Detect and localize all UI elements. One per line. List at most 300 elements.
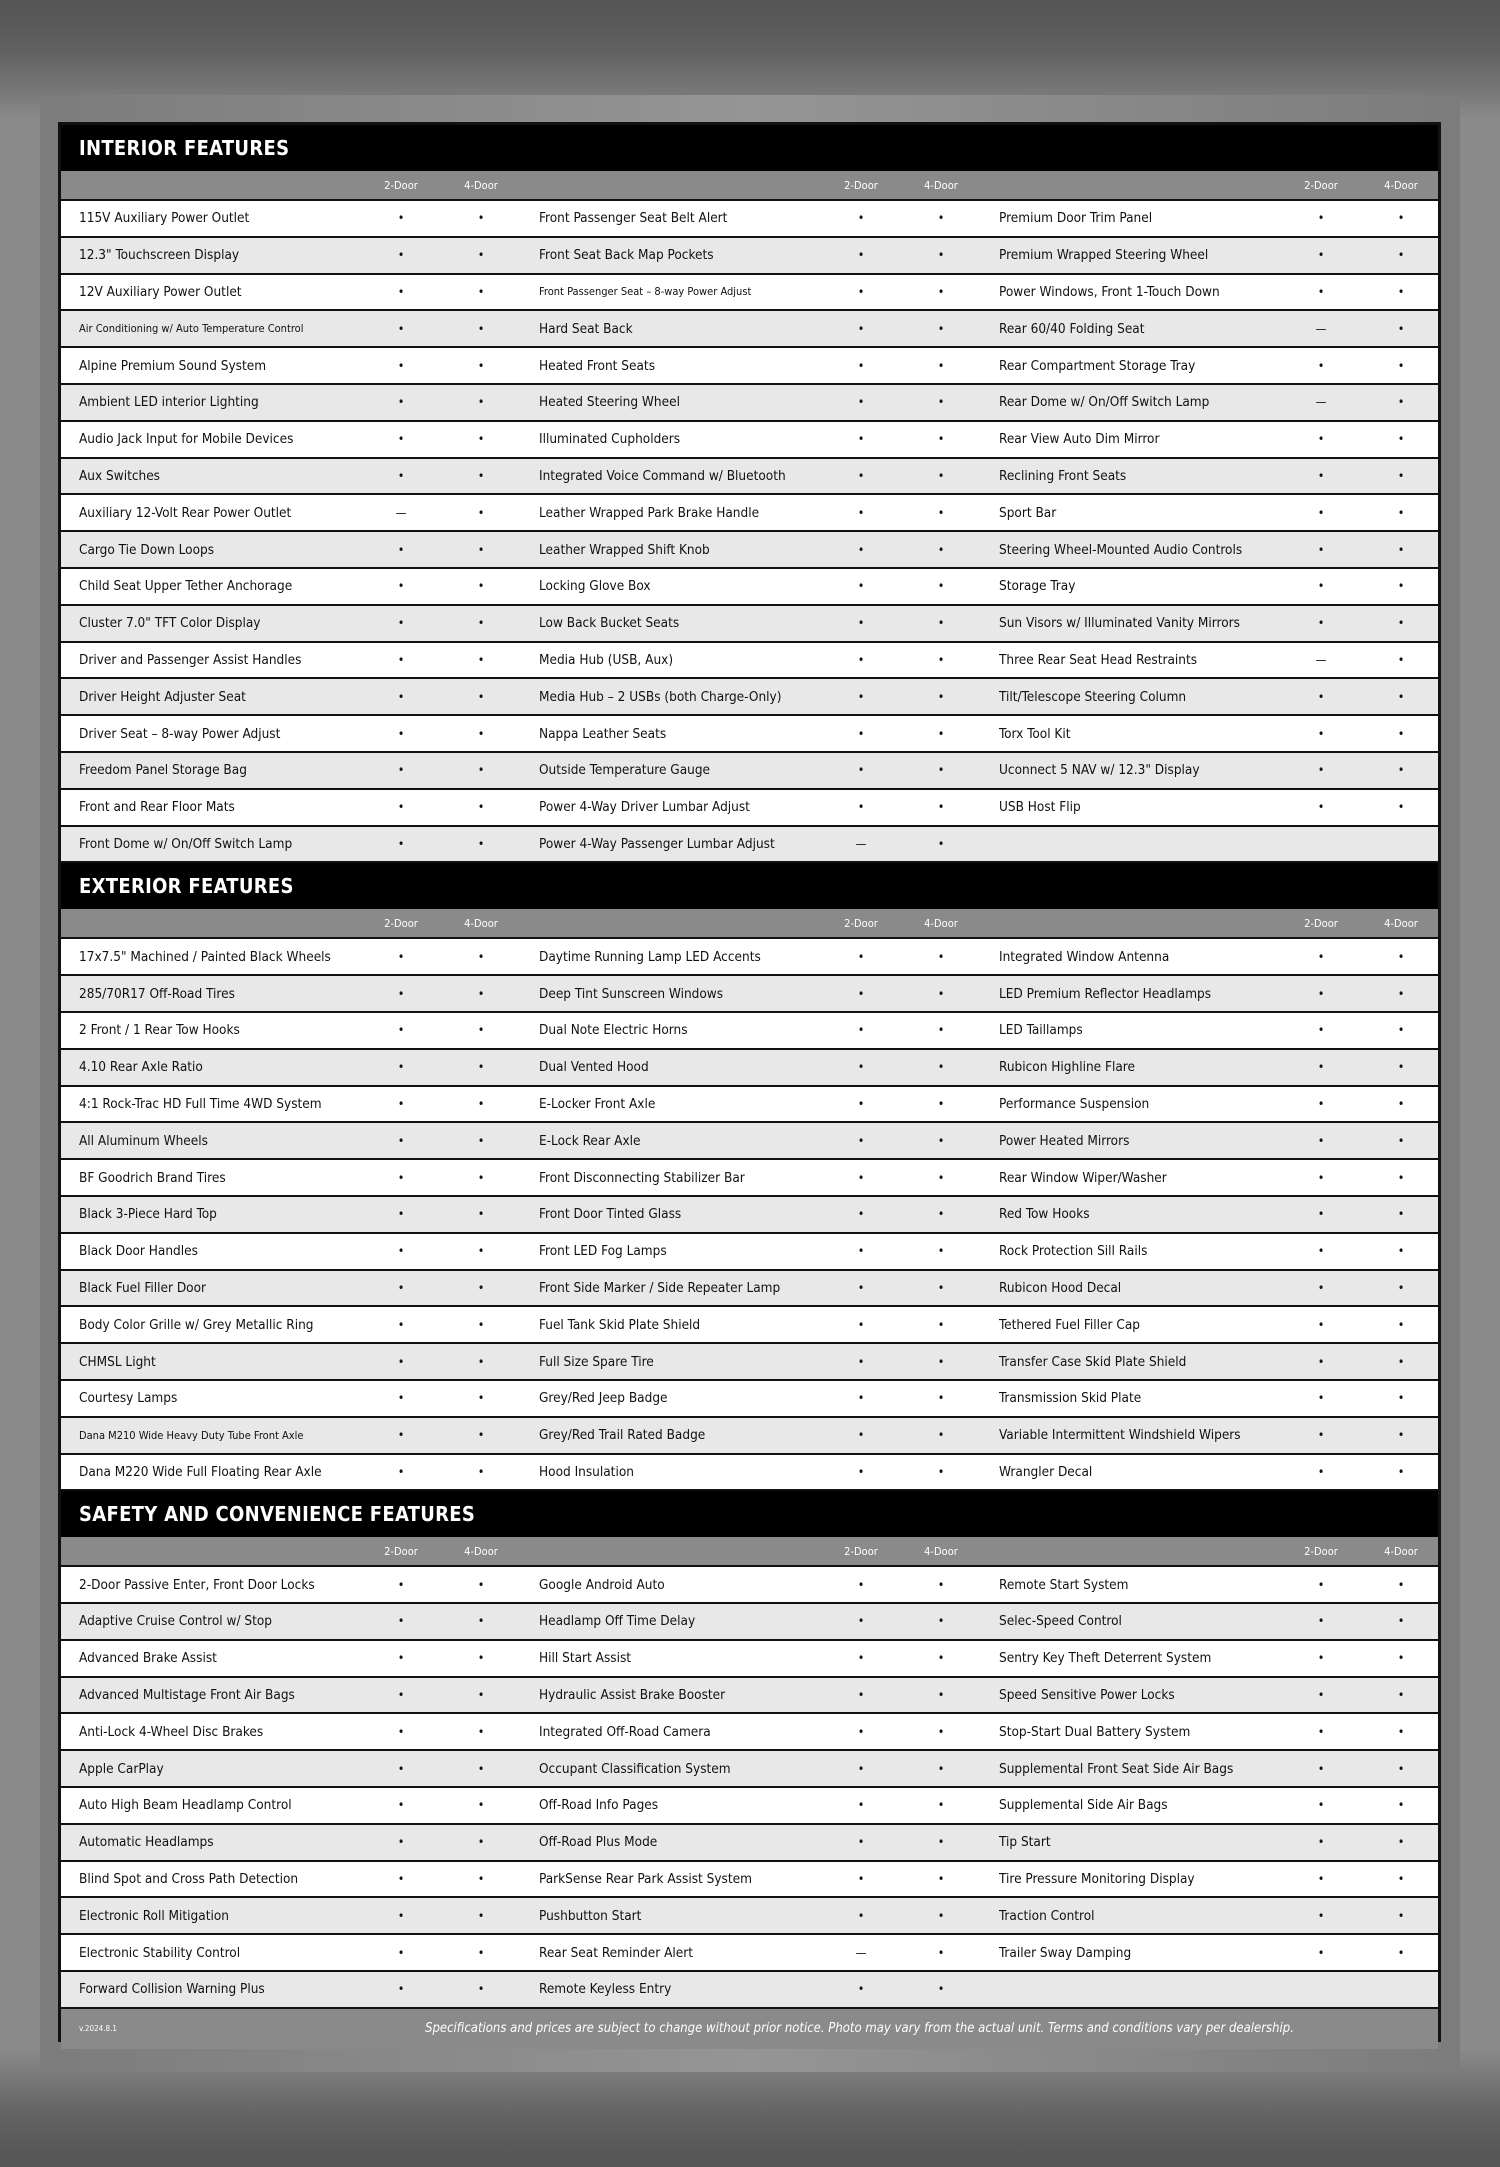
- table-row: [61, 311, 1438, 348]
- table-row: [61, 459, 1438, 496]
- feature-name: Front Door Tinted Glass: [539, 1206, 682, 1223]
- availability-2-door: •: [397, 1577, 405, 1592]
- availability-2-door: •: [1317, 284, 1325, 299]
- feature-name: Illuminated Cupholders: [539, 431, 681, 448]
- feature-name: Audio Jack Input for Mobile Devices: [79, 431, 294, 448]
- availability-4-door: •: [1397, 1945, 1405, 1960]
- availability-4-door: •: [937, 321, 945, 336]
- availability-2-door: •: [857, 1908, 865, 1923]
- availability-2-door: —: [1315, 652, 1327, 667]
- availability-4-door: •: [937, 652, 945, 667]
- availability-4-door: •: [1397, 1317, 1405, 1332]
- availability-2-door: •: [857, 1244, 865, 1259]
- availability-2-door: •: [1317, 1428, 1325, 1443]
- table-row: [61, 1050, 1438, 1087]
- column-header-2-door: 2-Door: [1304, 1544, 1338, 1558]
- feature-name: Power 4-Way Passenger Lumbar Adjust: [539, 835, 775, 852]
- availability-2-door: •: [1317, 1207, 1325, 1222]
- table-row: [61, 1123, 1438, 1160]
- availability-2-door: •: [857, 763, 865, 778]
- feature-name: Front Side Marker / Side Repeater Lamp: [539, 1279, 781, 1296]
- availability-2-door: •: [1317, 986, 1325, 1001]
- availability-4-door: •: [937, 1464, 945, 1479]
- availability-2-door: •: [857, 1651, 865, 1666]
- feature-name: Media Hub – 2 USBs (both Charge-Only): [539, 688, 782, 705]
- feature-name: Steering Wheel-Mounted Audio Controls: [999, 541, 1243, 558]
- feature-name: Tip Start: [999, 1834, 1051, 1851]
- table-row: [61, 1013, 1438, 1050]
- availability-2-door: •: [857, 468, 865, 483]
- availability-2-door: •: [1317, 1023, 1325, 1038]
- table-row: [61, 827, 1438, 864]
- availability-2-door: •: [857, 652, 865, 667]
- feature-name: LED Taillamps: [999, 1022, 1083, 1039]
- feature-name: Advanced Multistage Front Air Bags: [79, 1687, 295, 1704]
- feature-name: Blind Spot and Cross Path Detection: [79, 1871, 299, 1888]
- feature-name: Off-Road Plus Mode: [539, 1834, 658, 1851]
- availability-4-door: •: [1397, 1428, 1405, 1443]
- availability-2-door: •: [857, 505, 865, 520]
- feature-name: Power Windows, Front 1-Touch Down: [999, 283, 1220, 300]
- availability-4-door: •: [937, 800, 945, 815]
- availability-4-door: •: [477, 1982, 485, 1997]
- availability-2-door: •: [1317, 432, 1325, 447]
- feature-rows: [61, 201, 1438, 863]
- availability-2-door: •: [1317, 1872, 1325, 1887]
- availability-2-door: •: [397, 949, 405, 964]
- feature-name: Red Tow Hooks: [999, 1206, 1090, 1223]
- availability-2-door: •: [857, 1060, 865, 1075]
- availability-4-door: •: [477, 542, 485, 557]
- availability-4-door: •: [477, 1614, 485, 1629]
- availability-4-door: •: [477, 1023, 485, 1038]
- feature-name: Anti-Lock 4-Wheel Disc Brakes: [79, 1723, 264, 1740]
- availability-2-door: •: [857, 211, 865, 226]
- table-row: [61, 1087, 1438, 1124]
- availability-2-door: •: [397, 395, 405, 410]
- feature-name: Trailer Sway Damping: [999, 1944, 1132, 1961]
- feature-name: Rear Window Wiper/Washer: [999, 1169, 1167, 1186]
- availability-4-door: •: [477, 689, 485, 704]
- feature-name: Premium Wrapped Steering Wheel: [999, 247, 1209, 264]
- availability-2-door: •: [397, 1982, 405, 1997]
- table-row: [61, 275, 1438, 312]
- feature-name: Heated Front Seats: [539, 357, 656, 374]
- availability-4-door: •: [937, 1391, 945, 1406]
- table-row: [61, 1604, 1438, 1641]
- availability-2-door: •: [397, 616, 405, 631]
- feature-name: Google Android Auto: [539, 1576, 665, 1593]
- column-header-4-door: 4-Door: [1384, 916, 1418, 930]
- availability-2-door: •: [857, 1133, 865, 1148]
- availability-2-door: •: [1317, 468, 1325, 483]
- availability-2-door: •: [857, 321, 865, 336]
- table-row: [61, 1898, 1438, 1935]
- availability-2-door: •: [857, 1428, 865, 1443]
- availability-2-door: •: [1317, 1317, 1325, 1332]
- availability-4-door: •: [477, 1464, 485, 1479]
- availability-4-door: •: [477, 1317, 485, 1332]
- feature-name: Air Conditioning w/ Auto Temperature Control: [79, 322, 304, 336]
- feature-name: Reclining Front Seats: [999, 467, 1127, 484]
- availability-2-door: •: [1317, 1280, 1325, 1295]
- column-header-2-door: 2-Door: [1304, 178, 1338, 192]
- availability-4-door: •: [477, 616, 485, 631]
- availability-4-door: •: [1397, 395, 1405, 410]
- availability-4-door: •: [1397, 1280, 1405, 1295]
- feature-name: Body Color Grille w/ Grey Metallic Ring: [79, 1316, 314, 1333]
- availability-2-door: •: [397, 211, 405, 226]
- feature-name: Full Size Spare Tire: [539, 1353, 654, 1370]
- table-row: [61, 679, 1438, 716]
- availability-2-door: •: [857, 1391, 865, 1406]
- availability-4-door: •: [1397, 800, 1405, 815]
- feature-name: Electronic Stability Control: [79, 1944, 241, 1961]
- availability-4-door: •: [937, 1872, 945, 1887]
- availability-4-door: •: [937, 1170, 945, 1185]
- availability-2-door: •: [397, 1464, 405, 1479]
- availability-2-door: •: [397, 1945, 405, 1960]
- availability-2-door: •: [1317, 1133, 1325, 1148]
- feature-name: Auxiliary 12-Volt Rear Power Outlet: [79, 504, 292, 521]
- feature-name: Rubicon Highline Flare: [999, 1059, 1135, 1076]
- feature-name: Performance Suspension: [999, 1095, 1150, 1112]
- table-row: [61, 716, 1438, 753]
- feature-name: Aux Switches: [79, 467, 161, 484]
- availability-4-door: •: [1397, 1908, 1405, 1923]
- availability-4-door: •: [477, 1577, 485, 1592]
- feature-name: Transfer Case Skid Plate Shield: [999, 1353, 1187, 1370]
- feature-name: Grey/Red Trail Rated Badge: [539, 1427, 706, 1444]
- column-header-2-door: 2-Door: [384, 1544, 418, 1558]
- feature-name: Driver Height Adjuster Seat: [79, 688, 246, 705]
- availability-4-door: •: [477, 1060, 485, 1075]
- availability-2-door: •: [1317, 1244, 1325, 1259]
- availability-4-door: •: [1397, 1096, 1405, 1111]
- column-header-2-door: 2-Door: [844, 178, 878, 192]
- availability-2-door: •: [1317, 1096, 1325, 1111]
- feature-name: Sport Bar: [999, 504, 1057, 521]
- availability-4-door: •: [1397, 542, 1405, 557]
- availability-2-door: •: [857, 1724, 865, 1739]
- availability-4-door: •: [937, 1244, 945, 1259]
- version-label: v.2024.8.1: [79, 2024, 117, 2034]
- feature-name: Black Door Handles: [79, 1243, 198, 1260]
- feature-name: Selec-Speed Control: [999, 1613, 1122, 1630]
- feature-name: Black Fuel Filler Door: [79, 1279, 207, 1296]
- availability-2-door: —: [855, 1945, 867, 1960]
- column-header-4-door: 4-Door: [464, 916, 498, 930]
- availability-2-door: •: [857, 1464, 865, 1479]
- availability-4-door: •: [937, 1133, 945, 1148]
- availability-4-door: •: [477, 726, 485, 741]
- feature-rows: [61, 939, 1438, 1491]
- availability-4-door: •: [1397, 248, 1405, 263]
- availability-4-door: •: [1397, 763, 1405, 778]
- feature-name: Front Passenger Seat – 8-way Power Adjust: [539, 285, 752, 299]
- column-header-4-door: 4-Door: [1384, 178, 1418, 192]
- availability-4-door: •: [937, 1798, 945, 1813]
- table-row: [61, 939, 1438, 976]
- feature-name: Rear Compartment Storage Tray: [999, 357, 1196, 374]
- column-header-2-door: 2-Door: [384, 916, 418, 930]
- availability-2-door: •: [1317, 726, 1325, 741]
- availability-2-door: •: [397, 1133, 405, 1148]
- availability-2-door: •: [857, 1207, 865, 1222]
- feature-name: Hill Start Assist: [539, 1650, 632, 1667]
- availability-4-door: •: [477, 505, 485, 520]
- availability-2-door: •: [397, 763, 405, 778]
- table-row: [61, 1567, 1438, 1604]
- availability-2-door: •: [1317, 763, 1325, 778]
- availability-4-door: •: [937, 689, 945, 704]
- feature-name: Rock Protection Sill Rails: [999, 1243, 1148, 1260]
- availability-4-door: •: [1397, 579, 1405, 594]
- availability-2-door: •: [857, 1317, 865, 1332]
- availability-4-door: •: [937, 1982, 945, 1997]
- availability-4-door: •: [937, 1908, 945, 1923]
- availability-2-door: •: [1317, 579, 1325, 594]
- availability-4-door: •: [1397, 1688, 1405, 1703]
- feature-name: Auto High Beam Headlamp Control: [79, 1797, 292, 1814]
- section-title-interior-features: INTERIOR FEATURES: [61, 125, 1438, 171]
- feature-name: ParkSense Rear Park Assist System: [539, 1871, 752, 1888]
- availability-2-door: •: [397, 1317, 405, 1332]
- feature-name: Advanced Brake Assist: [79, 1650, 217, 1667]
- column-header-4-door: 4-Door: [464, 178, 498, 192]
- feature-name: LED Premium Reflector Headlamps: [999, 985, 1212, 1002]
- feature-name: 2 Front / 1 Rear Tow Hooks: [79, 1022, 240, 1039]
- availability-4-door: •: [1397, 1207, 1405, 1222]
- feature-name: Outside Temperature Gauge: [539, 762, 711, 779]
- feature-name: Cluster 7.0" TFT Color Display: [79, 615, 261, 632]
- availability-4-door: •: [477, 1207, 485, 1222]
- feature-name: Hydraulic Assist Brake Booster: [539, 1687, 726, 1704]
- feature-rows: [61, 1567, 1438, 2009]
- availability-4-door: •: [477, 652, 485, 667]
- availability-4-door: •: [477, 1280, 485, 1295]
- feature-name: E-Lock Rear Axle: [539, 1132, 641, 1149]
- column-header-4-door: 4-Door: [924, 916, 958, 930]
- availability-4-door: •: [1397, 468, 1405, 483]
- availability-4-door: •: [477, 986, 485, 1001]
- table-row: [61, 1935, 1438, 1972]
- availability-2-door: •: [1317, 1724, 1325, 1739]
- table-row: [61, 976, 1438, 1013]
- availability-4-door: •: [937, 505, 945, 520]
- availability-2-door: •: [1317, 358, 1325, 373]
- feature-name: CHMSL Light: [79, 1353, 156, 1370]
- feature-name: Media Hub (USB, Aux): [539, 651, 674, 668]
- table-row: [61, 1678, 1438, 1715]
- feature-name: Sun Visors w/ Illuminated Vanity Mirrors: [999, 615, 1240, 632]
- feature-name: Three Rear Seat Head Restraints: [999, 651, 1198, 668]
- availability-2-door: •: [857, 1170, 865, 1185]
- availability-2-door: •: [857, 1835, 865, 1850]
- availability-4-door: •: [937, 726, 945, 741]
- feature-name: Black 3-Piece Hard Top: [79, 1206, 217, 1223]
- table-row: [61, 422, 1438, 459]
- table-row: [61, 753, 1438, 790]
- feature-name: Hood Insulation: [539, 1463, 634, 1480]
- availability-4-door: •: [477, 1798, 485, 1813]
- feature-name: Child Seat Upper Tether Anchorage: [79, 578, 293, 595]
- availability-4-door: •: [477, 836, 485, 851]
- availability-4-door: •: [937, 1280, 945, 1295]
- feature-name: Variable Intermittent Windshield Wipers: [999, 1427, 1241, 1444]
- availability-2-door: •: [397, 358, 405, 373]
- availability-4-door: •: [937, 1651, 945, 1666]
- feature-name: Front Dome w/ On/Off Switch Lamp: [79, 835, 293, 852]
- availability-2-door: •: [1317, 542, 1325, 557]
- feature-name: E-Locker Front Axle: [539, 1095, 656, 1112]
- feature-name: 2-Door Passive Enter, Front Door Locks: [79, 1576, 315, 1593]
- table-row: [61, 385, 1438, 422]
- availability-4-door: •: [1397, 432, 1405, 447]
- availability-2-door: •: [1317, 211, 1325, 226]
- availability-4-door: •: [477, 1908, 485, 1923]
- feature-name: Torx Tool Kit: [999, 725, 1071, 742]
- availability-2-door: •: [397, 986, 405, 1001]
- availability-2-door: •: [857, 986, 865, 1001]
- feature-name: Supplemental Side Air Bags: [999, 1797, 1168, 1814]
- availability-4-door: •: [937, 358, 945, 373]
- feature-name: Premium Door Trim Panel: [999, 210, 1153, 227]
- availability-4-door: •: [937, 1724, 945, 1739]
- availability-4-door: •: [477, 321, 485, 336]
- table-row: [61, 1455, 1438, 1492]
- availability-4-door: •: [477, 1835, 485, 1850]
- availability-4-door: •: [1397, 1391, 1405, 1406]
- table-row: [61, 1344, 1438, 1381]
- availability-4-door: •: [1397, 1761, 1405, 1776]
- feature-name: Stop-Start Dual Battery System: [999, 1723, 1191, 1740]
- disclaimer-text: Specifications and prices are subject to change without prior notice. Photo may vary from the actual unit. Terms and conditions vary per dealership.: [425, 2021, 1294, 2037]
- feature-sheet: [58, 122, 1441, 2042]
- availability-4-door: •: [477, 1170, 485, 1185]
- availability-4-door: •: [937, 211, 945, 226]
- table-row: [61, 1862, 1438, 1899]
- availability-4-door: •: [937, 1577, 945, 1592]
- availability-4-door: •: [1397, 211, 1405, 226]
- feature-name: Tilt/Telescope Steering Column: [999, 688, 1187, 705]
- availability-2-door: •: [1317, 1464, 1325, 1479]
- availability-2-door: •: [857, 284, 865, 299]
- availability-2-door: —: [1315, 321, 1327, 336]
- table-row: [61, 1825, 1438, 1862]
- feature-name: Traction Control: [999, 1907, 1095, 1924]
- feature-name: Occupant Classification System: [539, 1760, 731, 1777]
- availability-2-door: •: [857, 1023, 865, 1038]
- feature-name: All Aluminum Wheels: [79, 1132, 208, 1149]
- availability-4-door: •: [937, 1945, 945, 1960]
- table-row: [61, 1271, 1438, 1308]
- availability-4-door: •: [477, 468, 485, 483]
- table-row: [61, 1972, 1438, 2009]
- feature-name: Front LED Fog Lamps: [539, 1243, 667, 1260]
- column-header-2-door: 2-Door: [844, 916, 878, 930]
- availability-4-door: •: [937, 1614, 945, 1629]
- availability-4-door: •: [1397, 1872, 1405, 1887]
- feature-name: Heated Steering Wheel: [539, 394, 680, 411]
- availability-4-door: •: [477, 579, 485, 594]
- column-header-4-door: 4-Door: [464, 1544, 498, 1558]
- availability-4-door: •: [477, 1428, 485, 1443]
- availability-4-door: •: [1397, 1798, 1405, 1813]
- availability-2-door: •: [397, 726, 405, 741]
- availability-4-door: •: [937, 1354, 945, 1369]
- availability-4-door: •: [1397, 1060, 1405, 1075]
- availability-4-door: •: [937, 1023, 945, 1038]
- availability-2-door: •: [397, 468, 405, 483]
- feature-name: USB Host Flip: [999, 799, 1081, 816]
- availability-4-door: •: [937, 986, 945, 1001]
- availability-2-door: —: [1315, 395, 1327, 410]
- feature-name: Daytime Running Lamp LED Accents: [539, 948, 761, 965]
- availability-2-door: •: [857, 1798, 865, 1813]
- feature-name: Uconnect 5 NAV w/ 12.3" Display: [999, 762, 1200, 779]
- availability-4-door: •: [1397, 652, 1405, 667]
- table-row: [61, 790, 1438, 827]
- table-row: [61, 1160, 1438, 1197]
- feature-name: Integrated Voice Command w/ Bluetooth: [539, 467, 786, 484]
- availability-4-door: •: [477, 432, 485, 447]
- feature-name: 4:1 Rock-Trac HD Full Time 4WD System: [79, 1095, 322, 1112]
- availability-2-door: •: [397, 1060, 405, 1075]
- table-row: [61, 1751, 1438, 1788]
- feature-name: Integrated Window Antenna: [999, 948, 1170, 965]
- feature-name: Dual Vented Hood: [539, 1059, 649, 1076]
- availability-4-door: •: [1397, 1724, 1405, 1739]
- table-row: [61, 1714, 1438, 1751]
- availability-2-door: •: [397, 1096, 405, 1111]
- availability-2-door: •: [397, 1391, 405, 1406]
- availability-2-door: •: [397, 284, 405, 299]
- feature-name: Power 4-Way Driver Lumbar Adjust: [539, 799, 750, 816]
- availability-4-door: •: [477, 1688, 485, 1703]
- availability-4-door: •: [477, 1133, 485, 1148]
- availability-2-door: •: [397, 800, 405, 815]
- table-row: [61, 643, 1438, 680]
- availability-4-door: •: [1397, 1614, 1405, 1629]
- availability-2-door: •: [397, 1761, 405, 1776]
- availability-4-door: •: [1397, 1354, 1405, 1369]
- availability-2-door: •: [857, 1354, 865, 1369]
- availability-4-door: •: [1397, 726, 1405, 741]
- availability-2-door: •: [1317, 689, 1325, 704]
- availability-2-door: •: [857, 579, 865, 594]
- availability-4-door: •: [937, 542, 945, 557]
- table-row: [61, 1641, 1438, 1678]
- feature-name: Low Back Bucket Seats: [539, 615, 680, 632]
- availability-4-door: •: [937, 1761, 945, 1776]
- feature-name: Nappa Leather Seats: [539, 725, 667, 742]
- availability-2-door: •: [397, 652, 405, 667]
- feature-name: Locking Glove Box: [539, 578, 651, 595]
- availability-2-door: •: [1317, 1908, 1325, 1923]
- availability-4-door: •: [1397, 1244, 1405, 1259]
- table-row: [61, 569, 1438, 606]
- feature-name: Front Passenger Seat Belt Alert: [539, 210, 728, 227]
- column-header-4-door: 4-Door: [924, 178, 958, 192]
- availability-2-door: •: [397, 1651, 405, 1666]
- availability-4-door: •: [937, 1428, 945, 1443]
- section-title-exterior-features: EXTERIOR FEATURES: [61, 863, 1438, 909]
- feature-name: Adaptive Cruise Control w/ Stop: [79, 1613, 273, 1630]
- availability-4-door: •: [477, 395, 485, 410]
- feature-name: Alpine Premium Sound System: [79, 357, 267, 374]
- availability-2-door: •: [857, 432, 865, 447]
